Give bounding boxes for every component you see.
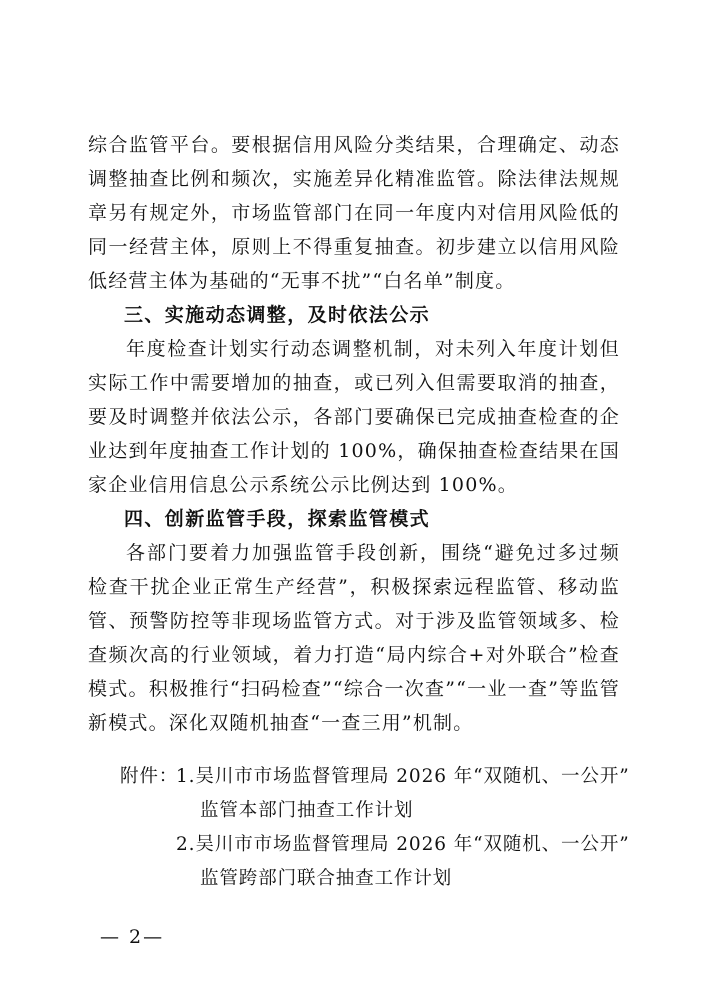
attachment-2-line-2: 监管跨部门联合抽查工作计划 — [200, 868, 453, 889]
section-heading-3: 三、实施动态调整，及时依法公示 — [124, 304, 431, 326]
attachment-2-line-1: 2.吴川市市场监督管理局 2026 年“双随机、一公开” — [176, 834, 630, 855]
paragraph-innovation: 各部门要着力加强监管手段创新，围绕“避免过多过频检查干扰企业正常生产经营”，积极探索远程监管、移动监管、预警防控等非现场监管方式。对于涉及监管领域多、检查频次高的行业领域，着力打造“局内综合+对外联合”检查模式。积极推行“扫码检查”“综合一次查”“一业一查”等监管新模式。深化双随机抽查“一查三用”机制。 — [88, 542, 620, 734]
attachment-1-line-2: 监管本部门抽查工作计划 — [200, 800, 414, 821]
page-number: — 2— — [100, 926, 165, 948]
section-heading-4: 四、创新监管手段，探索监管模式 — [124, 508, 431, 530]
attachments-label: 附件： — [120, 766, 179, 787]
paragraph-dynamic-adjustment: 年度检查计划实行动态调整机制，对未列入年度计划但实际工作中需要增加的抽查，或已列入但需要取消的抽查，要及时调整并依法公示，各部门要确保已完成抽查检查的企业达到年度抽查工作计划的 100%，确保抽查检查结果在国家企业信用信息公示系统公示比例达到 100%。 — [88, 338, 620, 496]
paragraph-platform-supervision: 综合监管平台。要根据信用风险分类结果，合理确定、动态调整抽查比例和频次，实施差异化精准监管。除法律法规规章另有规定外，市场监管部门在同一年度内对信用风险低的同一经营主体，原则上不得重复抽查。初步建立以信用风险低经营主体为基础的“无事不扰”“白名单”制度。 — [88, 134, 620, 292]
attachment-1-line-1: 1.吴川市市场监督管理局 2026 年“双随机、一公开” — [176, 766, 630, 787]
